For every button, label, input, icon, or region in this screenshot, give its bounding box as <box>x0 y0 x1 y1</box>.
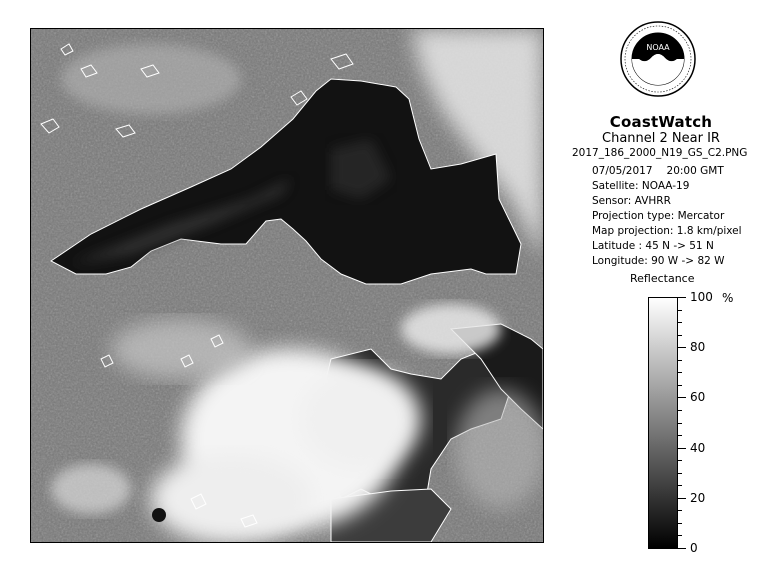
tick-label: 20 <box>690 490 706 505</box>
major-tick <box>678 448 686 449</box>
tick-label: 40 <box>690 440 706 455</box>
file-name: 2017_186_2000_N19_GS_C2.PNG <box>572 147 748 159</box>
noaa-logo-text: NOAA <box>646 43 670 52</box>
minor-tick <box>678 410 682 411</box>
brand-title: CoastWatch <box>609 113 713 131</box>
scale-unit: % <box>722 291 734 305</box>
minor-tick <box>678 510 682 511</box>
small-lake <box>152 508 166 522</box>
minor-tick <box>678 485 682 486</box>
sensor-value: Sensor: AVHRR <box>592 195 671 207</box>
minor-tick <box>678 310 682 311</box>
channel-subtitle: Channel 2 Near IR <box>602 131 720 146</box>
longitude-value: Longitude: 90 W -> 82 W <box>592 255 725 267</box>
major-tick <box>678 498 686 499</box>
tick-label: 0 <box>690 541 698 555</box>
time-value: 20:00 GMT <box>666 165 724 177</box>
minor-tick <box>678 460 682 461</box>
minor-tick <box>678 523 682 524</box>
minor-tick <box>678 535 682 536</box>
latitude-value: Latitude : 45 N -> 51 N <box>592 240 714 252</box>
noaa-logo-icon <box>619 20 697 98</box>
minor-tick <box>678 473 682 474</box>
tick-label: 60 <box>690 390 706 405</box>
satellite-image-icon <box>31 29 543 542</box>
minor-tick <box>678 372 682 373</box>
minor-tick <box>678 423 682 424</box>
metadata-block <box>592 164 777 269</box>
major-tick <box>678 347 686 348</box>
projection-type-value: Projection type: Mercator <box>592 210 725 222</box>
datetime <box>592 164 777 179</box>
tick-label: 80 <box>690 340 706 355</box>
major-tick <box>678 297 686 298</box>
satellite-value: Satellite: NOAA-19 <box>592 180 690 192</box>
tick-label: 100 <box>690 290 713 304</box>
date-value: 07/05/2017 <box>592 165 653 177</box>
major-tick <box>678 397 686 398</box>
map-projection-value: Map projection: 1.8 km/pixel <box>592 225 742 237</box>
minor-tick <box>678 322 682 323</box>
scale-title: Reflectance <box>630 272 695 285</box>
minor-tick <box>678 385 682 386</box>
colorbar-ticks <box>678 290 738 555</box>
minor-tick <box>678 335 682 336</box>
reflectance-colorbar <box>648 297 678 549</box>
satellite-image <box>30 28 544 543</box>
major-tick <box>678 548 686 549</box>
minor-tick <box>678 360 682 361</box>
minor-tick <box>678 435 682 436</box>
